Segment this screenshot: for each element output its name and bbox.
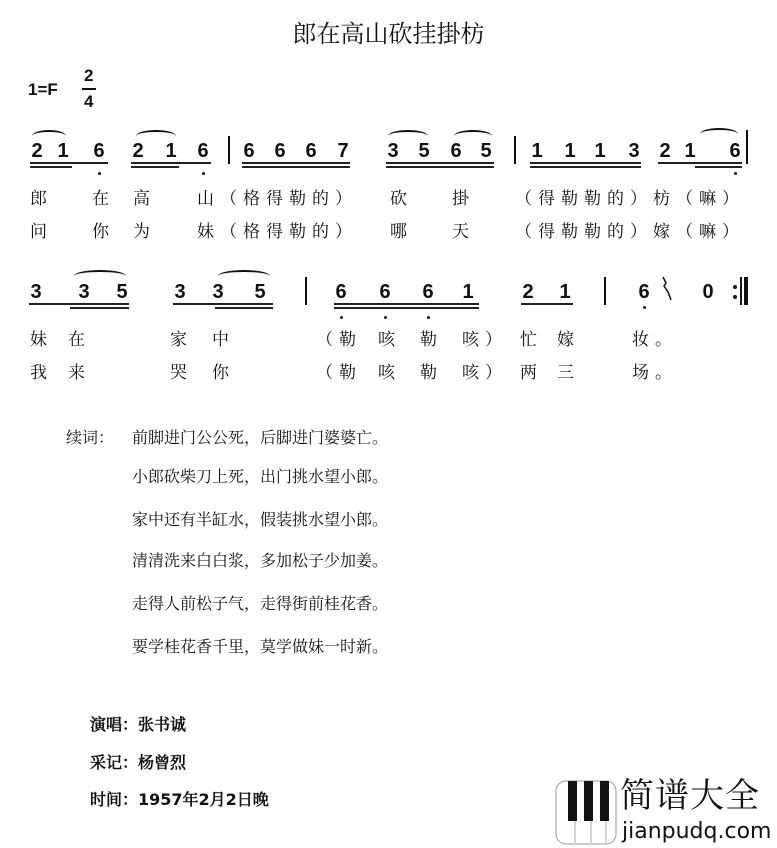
verses-label: 续词： (66, 428, 115, 447)
note: 3 (174, 281, 186, 303)
breath-mark-icon (660, 276, 676, 302)
beam (334, 307, 479, 309)
lyric: 场。 (632, 363, 678, 383)
time-sig-line (82, 88, 96, 90)
note: 3 (387, 140, 399, 162)
song-title: 郎在高山砍挂掛枋 (292, 20, 485, 48)
lyric: 勒 (420, 330, 443, 350)
bar-line (604, 277, 606, 305)
logo-text: 简谱大全 (620, 776, 760, 816)
note: 1 (594, 140, 606, 162)
beam (242, 166, 350, 168)
lyric: 家 (170, 330, 193, 350)
key-signature: 1=F (28, 80, 58, 99)
repeat-bar-line-thick (744, 277, 748, 305)
lyric: 哭 (170, 363, 193, 383)
beam (658, 162, 742, 164)
repeat-dot (733, 295, 737, 299)
slur (218, 270, 270, 282)
slur (74, 270, 126, 282)
note: 5 (418, 140, 430, 162)
beam (521, 303, 573, 305)
time-sig-bottom: 4 (84, 92, 94, 111)
lyric: 妆。 (632, 330, 678, 350)
note: 1 (559, 281, 571, 303)
lyric: 砍 (390, 189, 413, 209)
note: 6 (379, 281, 391, 303)
note: 1 (684, 140, 696, 162)
beam (386, 166, 494, 168)
repeat-dot (733, 285, 737, 289)
note: 6 (450, 140, 462, 162)
beam (30, 162, 108, 164)
time-sig-top: 2 (84, 66, 94, 85)
note: 3 (628, 140, 640, 162)
beam (173, 303, 273, 305)
beam (530, 162, 641, 164)
credit-recorder: 采记：杨曾烈 (90, 753, 187, 772)
note: 2 (522, 281, 534, 303)
verse-line: 清清洗来白白浆，多加松子少加姜。 (132, 551, 389, 570)
bar-line (746, 130, 748, 164)
lyric: 忙 (520, 330, 543, 350)
note: 0 (702, 281, 714, 303)
lyric: 掛 (452, 189, 475, 209)
beam (70, 307, 129, 309)
lyric: 咳 (378, 330, 401, 350)
lyric: 你 (212, 363, 235, 383)
note: 2 (31, 140, 43, 162)
lyric: 两 (520, 363, 543, 383)
verse-line: 走得人前松子气，走得街前桂花香。 (132, 594, 389, 613)
beam (131, 162, 211, 164)
note: 1 (57, 140, 69, 162)
lyric: （勒 (316, 330, 362, 350)
low-octave-dot (98, 172, 101, 175)
beam (695, 166, 742, 168)
repeat-bar-line (740, 277, 742, 305)
lyric: 来 (68, 363, 91, 383)
bar-line (228, 136, 230, 164)
beam (29, 303, 129, 305)
beam (30, 166, 72, 168)
note: 6 (305, 140, 317, 162)
low-octave-dot (384, 316, 387, 319)
credit-date: 时间：1957年2月2日晚 (90, 790, 269, 809)
beam (334, 303, 479, 305)
slur (32, 130, 66, 142)
lyric: 哪 (390, 222, 413, 242)
note: 1 (462, 281, 474, 303)
note: 1 (531, 140, 543, 162)
slur (388, 130, 428, 142)
note: 6 (274, 140, 286, 162)
note: 6 (243, 140, 255, 162)
logo-url: jianpudq.com (622, 819, 772, 844)
lyric: 三 (557, 363, 580, 383)
note: 6 (422, 281, 434, 303)
credit-singer: 演唱：张书诚 (90, 715, 187, 734)
lyric: 中 (212, 330, 235, 350)
lyric: 为 (133, 222, 156, 242)
lyric: 我 (30, 363, 53, 383)
verse-line: 前脚进门公公死，后脚进门婆婆亡。 (132, 428, 389, 447)
low-octave-dot (340, 316, 343, 319)
note: 7 (337, 140, 349, 162)
slur (454, 130, 492, 142)
beam (530, 166, 641, 168)
low-octave-dot (643, 306, 646, 309)
lyric: 天 (452, 222, 475, 242)
lyric: 山（格得勒的） (197, 189, 358, 209)
note: 6 (729, 140, 741, 162)
lyric: 高 (133, 189, 156, 209)
beam (131, 166, 179, 168)
low-octave-dot (734, 172, 737, 175)
piano-logo-icon (555, 780, 617, 845)
slur (700, 128, 738, 140)
lyric: 妹 (30, 330, 53, 350)
note: 3 (212, 281, 224, 303)
lyric: 妹（格得勒的） (197, 222, 358, 242)
lyric: 你 (92, 222, 115, 242)
lyric: 在 (92, 189, 115, 209)
note: 1 (564, 140, 576, 162)
bar-line (514, 136, 516, 164)
verse-line: 要学桂花香千里，莫学做妹一时新。 (132, 637, 389, 656)
beam (215, 307, 273, 309)
note: 2 (132, 140, 144, 162)
note: 5 (254, 281, 266, 303)
lyric: 嫁 (557, 330, 580, 350)
lyric: 在 (68, 330, 91, 350)
beam (242, 162, 350, 164)
low-octave-dot (427, 316, 430, 319)
note: 6 (93, 140, 105, 162)
note: 2 (659, 140, 671, 162)
lyric: 咳） (462, 363, 508, 383)
lyric: 咳） (462, 330, 508, 350)
lyric: 郎 (30, 189, 53, 209)
lyric: （得勒勒的）枋（嘛） (515, 189, 745, 209)
note: 6 (335, 281, 347, 303)
note: 5 (116, 281, 128, 303)
note: 3 (78, 281, 90, 303)
note: 3 (30, 281, 42, 303)
lyric: （得勒勒的）嫁（嘛） (515, 222, 745, 242)
verse-line: 家中还有半缸水，假装挑水望小郎。 (132, 510, 389, 529)
lyric: 咳 (378, 363, 401, 383)
low-octave-dot (202, 172, 205, 175)
lyric: （勒 (316, 363, 362, 383)
lyric: 勒 (420, 363, 443, 383)
bar-line (305, 277, 307, 305)
note: 6 (638, 281, 650, 303)
note: 5 (480, 140, 492, 162)
note: 1 (165, 140, 177, 162)
lyric: 问 (30, 222, 53, 242)
beam (386, 162, 494, 164)
verse-line: 小郎砍柴刀上死，出门挑水望小郎。 (132, 467, 389, 486)
slur (136, 130, 176, 142)
note: 6 (197, 140, 209, 162)
